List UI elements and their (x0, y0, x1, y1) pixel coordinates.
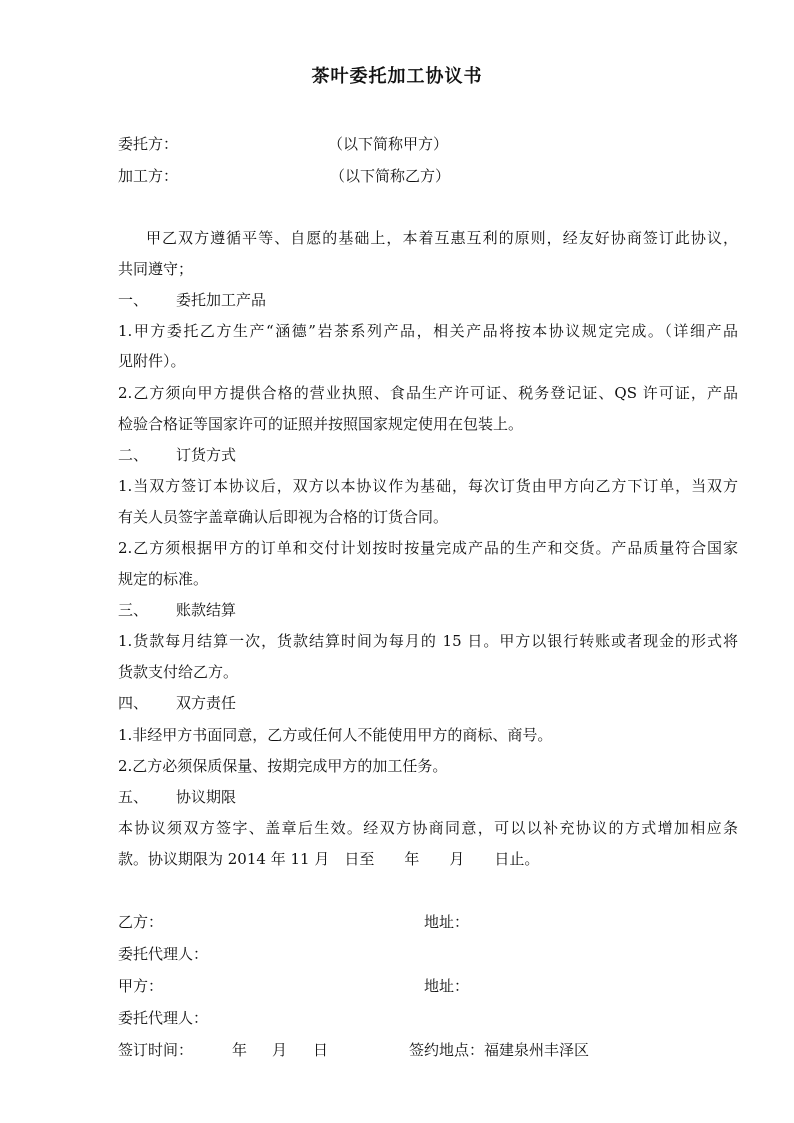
section-3-title: 账款结算 (176, 601, 237, 619)
section-4-number: 四、 (118, 694, 149, 712)
section-4-para-1: 1.非经甲方书面同意，乙方或任何人不能使用甲方的商标、商号。 (118, 726, 553, 744)
section-2-para-1-line-2: 有关人员签字盖章确认后即视为合格的订货合同。 (118, 508, 449, 526)
intro-line-2: 共同遵守； (118, 260, 194, 278)
section-1-para-1-line-1: 1.甲方委托乙方生产“涵德”岩茶系列产品，相关产品将按本协议规定完成。（详细产品 (118, 322, 738, 340)
section-2-heading (118, 445, 738, 465)
section-3-para-1-line-2: 货款支付给乙方。 (118, 663, 239, 681)
party-a-signature-label: 甲方： (118, 977, 164, 995)
document-title: 茶叶委托加工协议书 (311, 66, 483, 87)
sign-day-label: 日 (313, 1041, 329, 1059)
party-b-signature-label: 乙方： (118, 913, 164, 931)
agent-label-1: 委托代理人： (118, 945, 209, 963)
section-4-heading (118, 693, 738, 713)
section-3-heading (118, 600, 738, 620)
section-5-title: 协议期限 (176, 788, 237, 806)
sign-month-label: 月 (272, 1041, 288, 1059)
processor-label: 加工方： (118, 167, 179, 185)
address-label-1: 地址： (424, 913, 470, 931)
section-2-para-2-line-2: 规定的标准。 (118, 570, 209, 588)
section-2-number: 二、 (118, 446, 149, 464)
processor-note: （以下简称乙方） (330, 167, 451, 185)
section-3-para-1-line-1: 1.货款每月结算一次，货款结算时间为每月的 15 日。甲方以银行转账或者现金的形式将 (118, 632, 738, 650)
sign-year-label: 年 (232, 1041, 248, 1059)
section-2-para-1-line-1: 1.当双方签订本协议后，双方以本协议作为基础，每次订货由甲方向乙方下订单，当双方 (118, 477, 738, 495)
section-1-heading (118, 290, 738, 310)
section-4-para-2: 2.乙方必须保质保量、按期完成甲方的加工任务。 (118, 757, 448, 775)
section-5-number: 五、 (118, 788, 149, 806)
section-1-title: 委托加工产品 (176, 291, 267, 309)
section-2-title: 订货方式 (176, 446, 237, 464)
section-1-para-2-line-2: 检验合格证等国家许可的证照并按照国家规定使用在包装上。 (118, 415, 524, 433)
section-4-title: 双方责任 (176, 694, 237, 712)
intro-line-1: 甲乙双方遵循平等、自愿的基础上，本着互惠互利的原则，经友好协商签订此协议， (146, 229, 738, 247)
sign-place: 签约地点：福建泉州丰泽区 (409, 1041, 590, 1059)
section-5-para-1-line-1: 本协议须双方签字、盖章后生效。经双方协商同意，可以以补充协议的方式增加相应条 (118, 819, 738, 837)
client-label: 委托方： (118, 135, 179, 153)
section-1-number: 一、 (118, 291, 149, 309)
section-1-para-2-line-1: 2.乙方须向甲方提供合格的营业执照、食品生产许可证、税务登记证、QS 许可证，产品 (118, 384, 738, 402)
section-5-heading (118, 787, 738, 807)
section-3-number: 三、 (118, 601, 149, 619)
sign-time-label: 签订时间： (118, 1041, 194, 1059)
section-5-para-1-line-2: 款。协议期限为 2014 年 11 月 日至 年 月 日止。 (118, 850, 540, 868)
agent-label-2: 委托代理人： (118, 1009, 209, 1027)
client-note: （以下简称甲方） (328, 135, 449, 153)
address-label-2: 地址： (424, 977, 470, 995)
section-1-para-1-line-2: 见附件）。 (118, 352, 186, 370)
section-2-para-2-line-1: 2.乙方须根据甲方的订单和交付计划按时按量完成产品的生产和交货。产品质量符合国家 (118, 539, 738, 557)
